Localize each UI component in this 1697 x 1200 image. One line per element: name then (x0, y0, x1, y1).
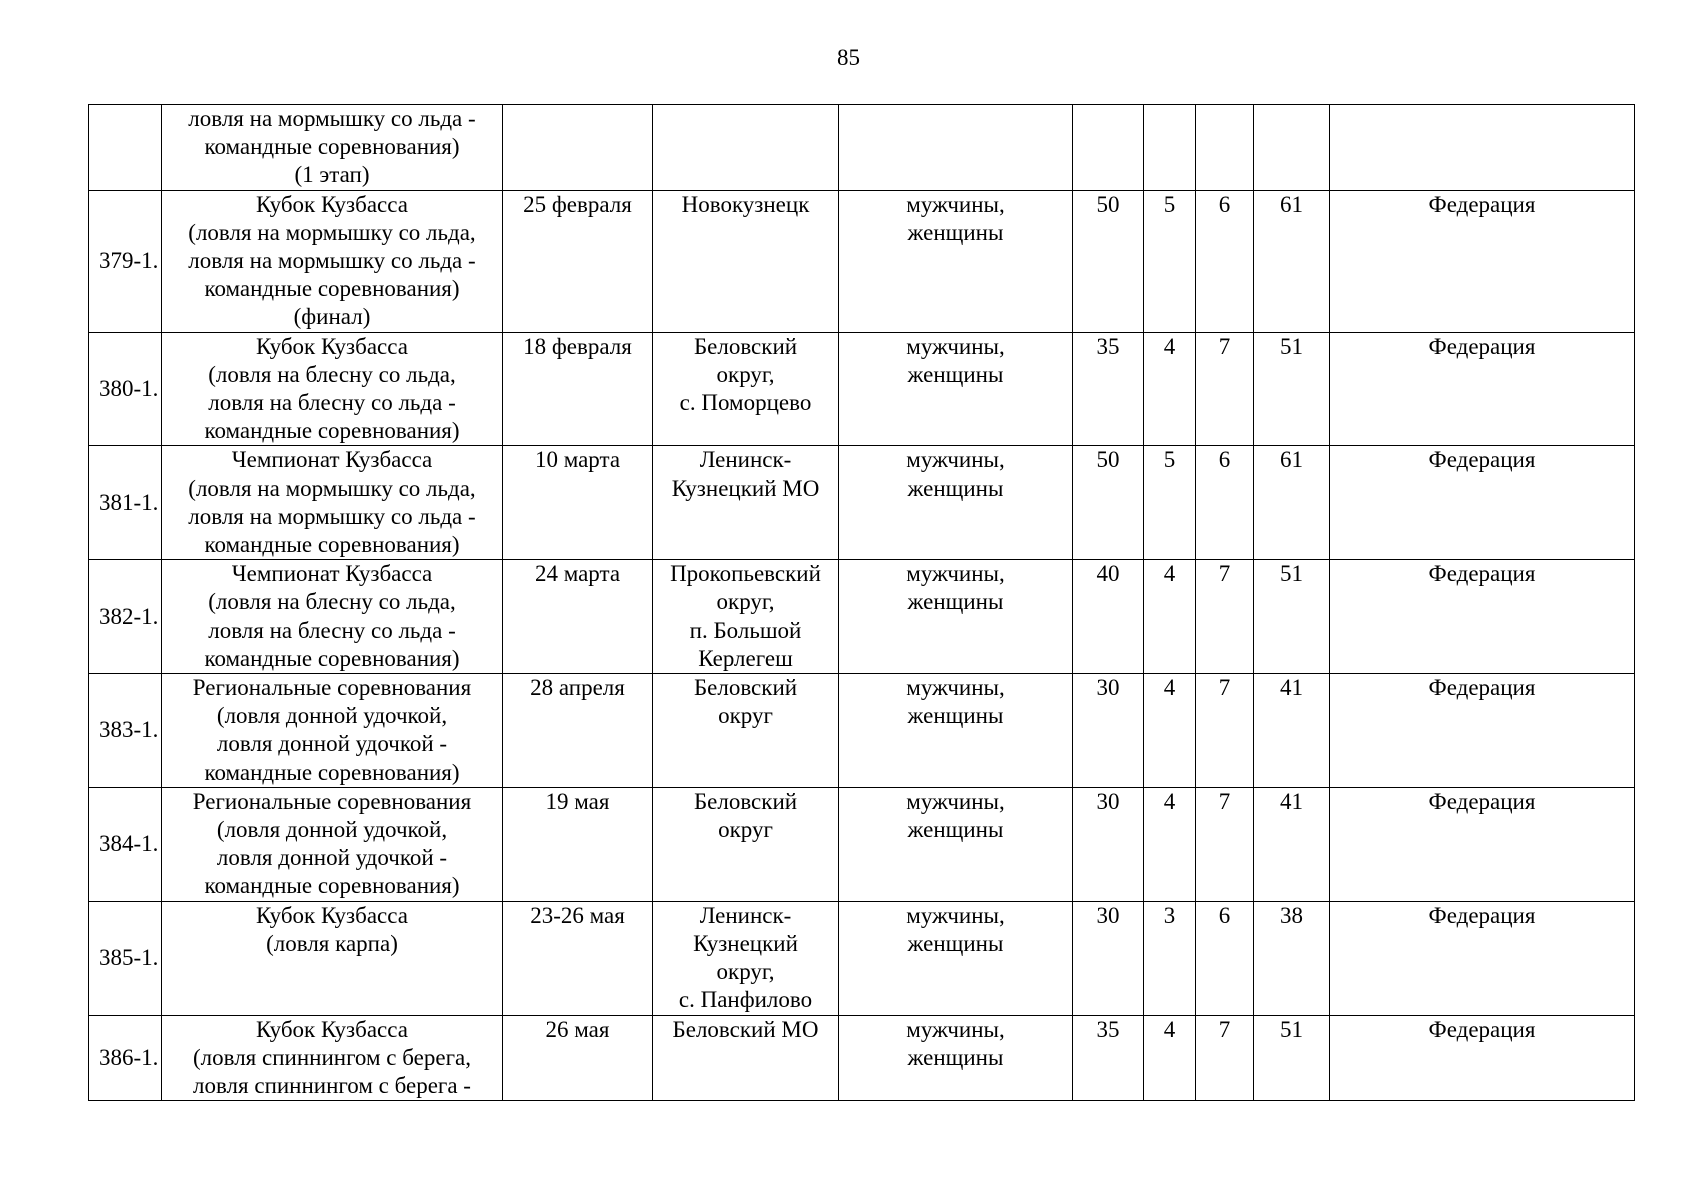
title-line: командные соревнования) (204, 532, 460, 558)
count-col-4 (1254, 787, 1330, 901)
event-organizer (1330, 446, 1635, 560)
event-title (162, 901, 503, 1015)
place-line: округ, (716, 959, 775, 985)
count-col-1 (1073, 1015, 1144, 1101)
count-col-2 (1144, 105, 1196, 191)
org-text: Федерация (1428, 788, 1536, 814)
c4-text: 38 (1280, 902, 1303, 928)
event-date (503, 560, 653, 674)
date-text: 25 февраля (523, 191, 632, 217)
place-line: округ (718, 703, 773, 729)
title-line: (1 этап) (294, 162, 370, 188)
event-number (89, 190, 162, 332)
title-line: Чемпионат Кузбасса (231, 561, 433, 587)
count-col-1 (1073, 105, 1144, 191)
c1-text: 50 (1096, 191, 1120, 217)
place-line: Ленинск- (699, 902, 792, 928)
event-organizer (1330, 560, 1635, 674)
c1-text: 30 (1096, 788, 1120, 814)
count-col-4 (1254, 674, 1330, 788)
place-line: Беловский (693, 675, 798, 701)
place-line: п. Большой (689, 617, 802, 643)
count-col-4 (1254, 190, 1330, 332)
participants-line: мужчины, (906, 561, 1005, 587)
title-line: Кубок Кузбасса (256, 1016, 408, 1042)
event-organizer (1330, 105, 1635, 191)
date-text: 18 февраля (523, 333, 632, 359)
event-date (503, 332, 653, 446)
event-participants (839, 105, 1073, 191)
num-text: 386-1. (99, 1044, 159, 1070)
table-row (89, 332, 1635, 446)
title-line: Кубок Кузбасса (256, 191, 408, 217)
participants-line: женщины (907, 930, 1004, 956)
event-participants (839, 787, 1073, 901)
title-line: ловля на блесну со льда - (208, 390, 456, 416)
count-col-4 (1254, 1015, 1330, 1101)
c3-text: 7 (1218, 333, 1231, 359)
c2-text: 4 (1163, 333, 1176, 359)
org-text: Федерация (1428, 902, 1536, 928)
participants-line: мужчины, (906, 675, 1005, 701)
c2-text: 3 (1163, 902, 1176, 928)
count-col-2 (1144, 901, 1196, 1015)
event-date (503, 674, 653, 788)
title-line: ловля донной удочкой - (216, 845, 448, 871)
event-place (653, 901, 839, 1015)
participants-line: женщины (907, 589, 1004, 615)
title-line: (ловля на блесну со льда, (208, 361, 456, 387)
count-col-2 (1144, 674, 1196, 788)
title-line: (ловля на блесну со льда, (208, 589, 456, 615)
event-organizer (1330, 674, 1635, 788)
place-line: с. Поморцево (679, 390, 812, 416)
event-participants (839, 446, 1073, 560)
participants-line: мужчины, (906, 447, 1005, 473)
event-title (162, 190, 503, 332)
title-line: (ловля на мормышку со льда, (188, 475, 476, 501)
c1-text: 30 (1096, 902, 1120, 928)
c4-text: 61 (1280, 447, 1303, 473)
org-text: Федерация (1428, 447, 1536, 473)
count-col-3 (1196, 105, 1254, 191)
c3-text: 7 (1218, 675, 1231, 701)
org-text: Федерация (1428, 561, 1536, 587)
count-col-4 (1254, 560, 1330, 674)
count-col-3 (1196, 190, 1254, 332)
title-line: Чемпионат Кузбасса (231, 447, 433, 473)
event-title (162, 1015, 503, 1101)
event-title (162, 332, 503, 446)
event-place (653, 105, 839, 191)
title-line: (ловля на мормышку со льда, (188, 219, 476, 245)
count-col-2 (1144, 787, 1196, 901)
participants-line: мужчины, (906, 1016, 1005, 1042)
event-organizer (1330, 190, 1635, 332)
participants-line: мужчины, (906, 788, 1005, 814)
c1-text: 40 (1096, 561, 1120, 587)
num-text: 380-1. (99, 375, 159, 401)
title-line: Региональные соревнования (192, 675, 472, 701)
date-text: 26 мая (545, 1016, 610, 1042)
date-text: 28 апреля (530, 675, 625, 701)
count-col-4 (1254, 105, 1330, 191)
count-col-2 (1144, 446, 1196, 560)
c3-text: 6 (1218, 447, 1231, 473)
place-line: округ, (716, 589, 775, 615)
num-text: 381-1. (99, 489, 159, 515)
count-col-4 (1254, 446, 1330, 560)
event-number (89, 901, 162, 1015)
count-col-1 (1073, 190, 1144, 332)
title-line: (ловля донной удочкой, (216, 703, 448, 729)
event-number (89, 1015, 162, 1101)
place-line: Керлегеш (698, 645, 793, 671)
event-participants (839, 560, 1073, 674)
event-organizer (1330, 787, 1635, 901)
c3-text: 6 (1218, 902, 1231, 928)
event-date (503, 190, 653, 332)
event-participants (839, 901, 1073, 1015)
num-text: 379-1. (99, 248, 159, 274)
event-title (162, 560, 503, 674)
count-col-1 (1073, 674, 1144, 788)
place-line: Беловский (693, 788, 798, 814)
event-place (653, 674, 839, 788)
table-row (89, 190, 1635, 332)
c4-text: 51 (1280, 333, 1303, 359)
c4-text: 61 (1280, 191, 1303, 217)
title-line: (финал) (293, 304, 371, 330)
title-line: командные соревнования) (204, 276, 460, 302)
table-row (89, 674, 1635, 788)
event-title (162, 787, 503, 901)
count-col-2 (1144, 190, 1196, 332)
num-text: 385-1. (99, 944, 159, 970)
org-text: Федерация (1428, 191, 1536, 217)
table-row (89, 560, 1635, 674)
participants-line: женщины (907, 475, 1004, 501)
event-title (162, 674, 503, 788)
c4-text: 51 (1280, 1016, 1303, 1042)
c2-text: 4 (1163, 675, 1176, 701)
count-col-1 (1073, 901, 1144, 1015)
org-text: Федерация (1428, 675, 1536, 701)
event-place (653, 560, 839, 674)
table-row (89, 901, 1635, 1015)
table-row (89, 105, 1635, 191)
count-col-3 (1196, 332, 1254, 446)
c3-text: 6 (1218, 191, 1231, 217)
table-row (89, 787, 1635, 901)
event-organizer (1330, 1015, 1635, 1101)
date-text: 24 марта (534, 561, 621, 587)
event-date (503, 105, 653, 191)
title-line: командные соревнования) (204, 134, 460, 160)
c2-text: 4 (1163, 561, 1176, 587)
title-line: командные соревнования) (204, 418, 460, 444)
count-col-2 (1144, 560, 1196, 674)
title-line: Кубок Кузбасса (256, 333, 408, 359)
title-line: Кубок Кузбасса (256, 902, 408, 928)
event-participants (839, 332, 1073, 446)
event-date (503, 901, 653, 1015)
place-line: Новокузнецк (681, 191, 810, 217)
c1-text: 35 (1096, 1016, 1120, 1042)
title-line: ловля на мормышку со льда - (188, 106, 476, 131)
participants-line: мужчины, (906, 191, 1005, 217)
participants-line: мужчины, (906, 902, 1005, 928)
event-participants (839, 190, 1073, 332)
event-number (89, 674, 162, 788)
num-text: 382-1. (99, 603, 159, 629)
competition-schedule-table (88, 104, 1635, 1101)
event-place (653, 1015, 839, 1101)
participants-line: женщины (907, 361, 1004, 387)
date-text: 19 мая (545, 788, 610, 814)
event-place (653, 190, 839, 332)
schedule-table-body (89, 105, 1635, 1101)
count-col-3 (1196, 446, 1254, 560)
place-line: округ (718, 817, 773, 843)
event-participants (839, 1015, 1073, 1101)
event-date (503, 446, 653, 560)
c1-text: 50 (1096, 447, 1120, 473)
event-place (653, 787, 839, 901)
participants-line: женщины (907, 817, 1004, 843)
c4-text: 41 (1280, 788, 1303, 814)
event-title (162, 105, 503, 191)
count-col-1 (1073, 446, 1144, 560)
c1-text: 30 (1096, 675, 1120, 701)
title-line: командные соревнования) (204, 759, 460, 785)
event-number (89, 446, 162, 560)
title-line: ловля донной удочкой - (216, 731, 448, 757)
event-place (653, 446, 839, 560)
participants-line: мужчины, (906, 333, 1005, 359)
title-line: Региональные соревнования (192, 788, 472, 814)
table-row (89, 1015, 1635, 1101)
date-text: 23-26 мая (530, 902, 625, 928)
count-col-3 (1196, 560, 1254, 674)
place-line: с. Панфилово (678, 987, 813, 1013)
c3-text: 7 (1218, 788, 1231, 814)
title-line: (ловля донной удочкой, (216, 817, 448, 843)
title-line: командные соревнования) (204, 645, 460, 671)
place-line: Кузнецкий (693, 930, 798, 956)
event-number (89, 105, 162, 191)
event-date (503, 787, 653, 901)
count-col-3 (1196, 901, 1254, 1015)
event-place (653, 332, 839, 446)
count-col-3 (1196, 787, 1254, 901)
org-text: Федерация (1428, 333, 1536, 359)
c2-text: 5 (1163, 447, 1176, 473)
c3-text: 7 (1218, 561, 1231, 587)
c2-text: 4 (1163, 788, 1176, 814)
place-line: Беловский (693, 333, 798, 359)
title-line: командные соревнования) (204, 873, 460, 899)
event-number (89, 787, 162, 901)
event-title (162, 446, 503, 560)
title-line: ловля спиннингом с берега - (193, 1072, 471, 1098)
participants-line: женщины (907, 1044, 1004, 1070)
place-line: Беловский МО (672, 1016, 819, 1042)
count-col-1 (1073, 332, 1144, 446)
count-col-3 (1196, 674, 1254, 788)
event-organizer (1330, 901, 1635, 1015)
c3-text: 7 (1218, 1016, 1231, 1042)
num-text: 384-1. (99, 831, 159, 857)
c4-text: 51 (1280, 561, 1303, 587)
event-number (89, 332, 162, 446)
title-line: ловля на мормышку со льда - (188, 248, 476, 274)
c1-text: 35 (1096, 333, 1120, 359)
title-line: ловля на мормышку со льда - (188, 503, 476, 529)
count-col-2 (1144, 332, 1196, 446)
place-line: Кузнецкий МО (671, 475, 820, 501)
count-col-1 (1073, 560, 1144, 674)
count-col-4 (1254, 901, 1330, 1015)
c2-text: 4 (1163, 1016, 1176, 1042)
place-line: Прокопьевский (670, 561, 821, 587)
participants-line: женщины (907, 219, 1004, 245)
title-line: ловля на блесну со льда - (208, 617, 456, 643)
count-col-3 (1196, 1015, 1254, 1101)
org-text: Федерация (1428, 1016, 1536, 1042)
count-col-4 (1254, 332, 1330, 446)
event-organizer (1330, 332, 1635, 446)
num-text: 383-1. (99, 717, 159, 743)
title-line: (ловля карпа) (266, 930, 398, 956)
page-number: 85 (837, 45, 860, 70)
event-date (503, 1015, 653, 1101)
date-text: 10 марта (534, 447, 621, 473)
participants-line: женщины (907, 703, 1004, 729)
event-number (89, 560, 162, 674)
table-row (89, 446, 1635, 560)
count-col-1 (1073, 787, 1144, 901)
event-participants (839, 674, 1073, 788)
place-line: округ, (716, 361, 775, 387)
c4-text: 41 (1280, 675, 1303, 701)
place-line: Ленинск- (699, 447, 792, 473)
c2-text: 5 (1163, 191, 1176, 217)
count-col-2 (1144, 1015, 1196, 1101)
title-line: (ловля спиннингом с берега, (193, 1044, 471, 1070)
